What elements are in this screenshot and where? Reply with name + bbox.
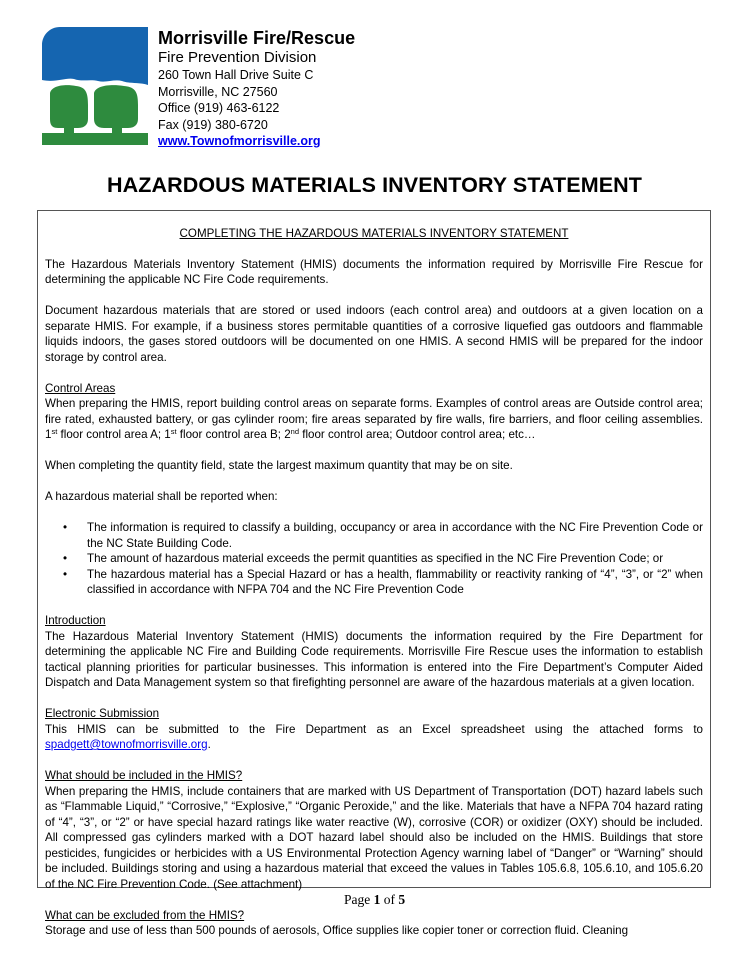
box-heading: COMPLETING THE HAZARDOUS MATERIALS INVENTORY STATEMENT	[179, 227, 569, 240]
control-areas-heading: Control Areas	[45, 381, 116, 395]
introduction-heading: Introduction	[45, 614, 106, 627]
electronic-submission-paragraph	[45, 722, 703, 753]
document-paragraph: Document hazardous materials that are stored or used indoors (each control area) and outdoors at a given location on a separate HMIS. For example, if a business stores permitable quantities of a corrosive liquefied gas outdoors and flammable liquids indoors, the gases stored outdoors will be documented on one HMIS. A second HMIS will be prepared for the indoor storage by control area.	[45, 304, 703, 364]
fax-number: Fax (919) 380-6720	[158, 117, 268, 132]
org-name: Morrisville Fire/Rescue	[158, 28, 356, 48]
letterhead	[42, 27, 442, 147]
superscript: st	[51, 427, 58, 436]
excluded-heading: What can be excluded from the HMIS?	[45, 908, 245, 922]
excluded-paragraph: Storage and use of less than 500 pounds of aerosols, Office supplies like copier toner or correction fluid. Cleaning	[45, 924, 629, 937]
address-line-2: Morrisville, NC 27560	[158, 84, 278, 99]
superscript: st	[170, 427, 177, 436]
included-paragraph: When preparing the HMIS, include containers that are marked with US Department of Transportation (DOT) hazard labels such as “Flammable Liquid,” “Corrosive,” “Explosive,” “Organic Peroxide,” and the like. Materials that have a NFPA 704 hazard rating of “4”, “3”, or “2” or have special hazard ratings like water reactive (W), corrosive (COR) or oxidizer (OXY) should be included. All compressed gas cylinders marked with a DOT hazard label should also be included on the HMIS. Buildings that store pesticides, fungicides or herbicides with a US Environmental Protection Agency warning label of “Danger” or “Warning” should be included. Buildings storing and using a hazardous material that exceed the values in Tables 105.6.8, 105.6.10, and 105.6.20 of the NC Fire Prevention Code. (See attachment)	[45, 784, 703, 891]
office-phone: Office (919) 463-6122	[158, 101, 280, 115]
superscript: nd	[290, 427, 299, 436]
list-item-text: The hazardous material has a Special Hazard or has a health, flammability or reactivity ranking of “4”, “3”, or “2” when classified in accordance with NFPA 704 and the NC Fire Prevention Code	[87, 567, 703, 596]
page-footer	[0, 892, 749, 908]
submission-text: This HMIS can be submitted to the Fire Department as an Excel spreadsheet using the attached forms to	[45, 722, 703, 736]
page-of-label: of	[380, 892, 399, 907]
reported-when-paragraph: A hazardous material shall be reported when:	[45, 490, 278, 503]
list-item	[63, 567, 703, 598]
page-label: Page	[343, 892, 374, 907]
address-line-1: 260 Town Hall Drive Suite C	[158, 68, 314, 82]
control-areas-text: When preparing the HMIS, report building control areas on separate forms. Examples of control areas are Outside control area; fire rated, exhausted battery, or gas cylinder room; fire areas separated by fire walls, fire barriers, and floor ceiling assemblies. 1	[45, 397, 703, 441]
page-total: 5	[398, 892, 406, 907]
page-current: 1	[373, 892, 381, 907]
bullet-icon: •	[63, 552, 68, 565]
list-item	[63, 520, 703, 551]
email-link[interactable]: spadgett@townofmorrisville.org	[45, 738, 208, 751]
reporting-criteria-list	[45, 520, 703, 598]
town-logo-icon	[42, 27, 148, 145]
org-contact-block	[158, 27, 355, 150]
control-areas-paragraph	[45, 396, 703, 443]
submission-text-end: .	[207, 738, 211, 751]
list-item-text: The information is required to classify a building, occupancy or area in accordance with the NC Fire Prevention Code or the NC State Building Code.	[87, 521, 703, 550]
bullet-icon: •	[63, 567, 68, 581]
quantity-paragraph: When completing the quantity field, state the largest maximum quantity that may be on site.	[45, 459, 513, 472]
control-areas-text: floor control area A; 1	[57, 428, 171, 441]
included-heading: What should be included in the HMIS?	[45, 769, 243, 782]
document-title: HAZARDOUS MATERIALS INVENTORY STATEMENT	[106, 173, 643, 197]
control-areas-text: floor control area; Outdoor control area; etc…	[299, 428, 536, 441]
intro-paragraph: The Hazardous Materials Inventory Statement (HMIS) documents the information required by Morrisville Fire Rescue for determining the applicable NC Fire Code requirements.	[45, 257, 703, 286]
list-item	[63, 551, 703, 567]
introduction-paragraph: The Hazardous Material Inventory Statement (HMIS) documents the information required by the Fire Department for determining the applicable NC Fire and Building Code requirements. Morrisville Fire Rescue uses the information to establish tactical planning priorities for particular businesses. This information is entered into the Fire Department’s Computer Aided Dispatch and Data Management system so that firefighting personnel are aware of the hazardous materials at a given location.	[45, 629, 703, 689]
website-link[interactable]: www.Townofmorrisville.org	[158, 134, 321, 148]
bullet-icon: •	[63, 521, 68, 534]
electronic-submission-heading: Electronic Submission	[45, 707, 160, 720]
control-areas-text: floor control area B; 2	[176, 428, 291, 441]
list-item-text: The amount of hazardous material exceeds the permit quantities as specified in the NC Fire Prevention Code; or	[87, 552, 664, 565]
org-division: Fire Prevention Division	[158, 49, 317, 66]
